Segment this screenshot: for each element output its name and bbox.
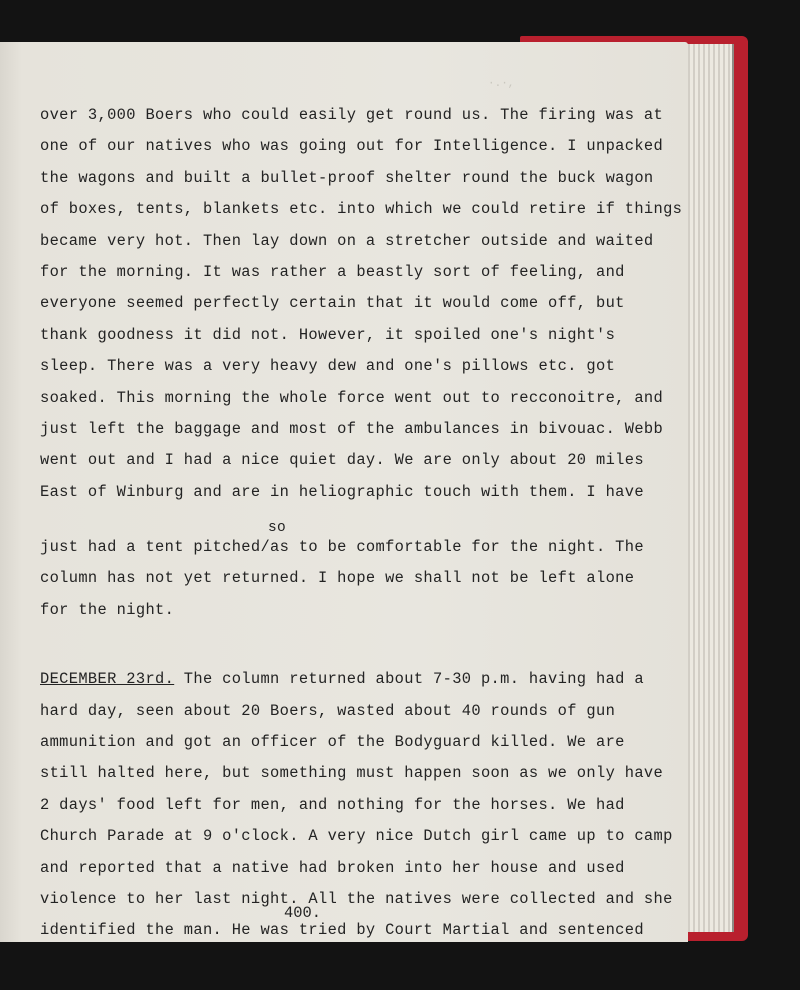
text-line: just left the baggage and most of the ambulances in bivouac. Webb bbox=[40, 419, 664, 438]
text-line: 2 days' food left for men, and nothing for the horses. We had bbox=[40, 795, 625, 814]
text-line: East of Winburg and are in heliographic touch with them. I have bbox=[40, 482, 644, 501]
text-line: Church Parade at 9 o'clock. A very nice Dutch girl came up to camp bbox=[40, 827, 673, 846]
paragraph-gap bbox=[40, 626, 670, 664]
page-edges bbox=[680, 44, 734, 932]
text-line: for the night. bbox=[40, 600, 175, 619]
text-line: soaked. This morning the whole force went out to recconoitre, and bbox=[40, 388, 664, 407]
text-line: for the morning. It was rather a beastly sort of feeling, and bbox=[40, 262, 625, 281]
date-heading: DECEMBER 23rd. bbox=[40, 670, 175, 689]
text-line: of boxes, tents, blankets etc. into which we could retire if things bbox=[40, 200, 683, 219]
insertion-gap bbox=[40, 508, 670, 532]
text-line: ammunition and got an officer of the Bodyguard killed. We are bbox=[40, 733, 625, 752]
text-line: the wagons and built a bullet-proof shelter round the buck wagon bbox=[40, 168, 654, 187]
text-line: column has not yet returned. I hope we shall not be left alone bbox=[40, 569, 635, 588]
text-line: just had a tent pitched/as to be comfortable for the night. The bbox=[40, 538, 644, 557]
faint-pencil-mark: ·.·, bbox=[488, 78, 515, 90]
text-line: sleep. There was a very heavy dew and one's pillows etc. got bbox=[40, 357, 616, 376]
page-number: 400. bbox=[284, 904, 321, 922]
text-line: everyone seemed perfectly certain that it would come off, but bbox=[40, 294, 625, 313]
text-line: and reported that a native had broken into her house and used bbox=[40, 858, 625, 877]
text-line: became very hot. Then lay down on a stretcher outside and waited bbox=[40, 231, 654, 250]
text-line-with-insertion bbox=[40, 520, 670, 563]
text-line: went out and I had a nice quiet day. We are only about 20 miles bbox=[40, 451, 644, 470]
text-line: identified the man. He was tried by Court Martial and sentenced bbox=[40, 921, 644, 940]
text-line: over 3,000 Boers who could easily get round us. The firing was at bbox=[40, 106, 664, 124]
diary-entry-heading-line bbox=[40, 664, 670, 695]
text-line: violence to her last night. All the natives were collected and she bbox=[40, 889, 673, 908]
text-line: one of our natives who was going out for Intelligence. I unpacked bbox=[40, 137, 664, 156]
book-page bbox=[0, 42, 688, 942]
text-line: still halted here, but something must happen soon as we only have bbox=[40, 764, 664, 783]
text-line: hard day, seen about 20 Boers, wasted about 40 rounds of gun bbox=[40, 701, 616, 720]
typed-text bbox=[40, 100, 683, 942]
text-line: thank goodness it did not. However, it spoiled one's night's bbox=[40, 325, 616, 344]
text-line: The column returned about 7-30 p.m. having had a bbox=[174, 670, 644, 689]
handwritten-insertion: so bbox=[268, 520, 287, 537]
